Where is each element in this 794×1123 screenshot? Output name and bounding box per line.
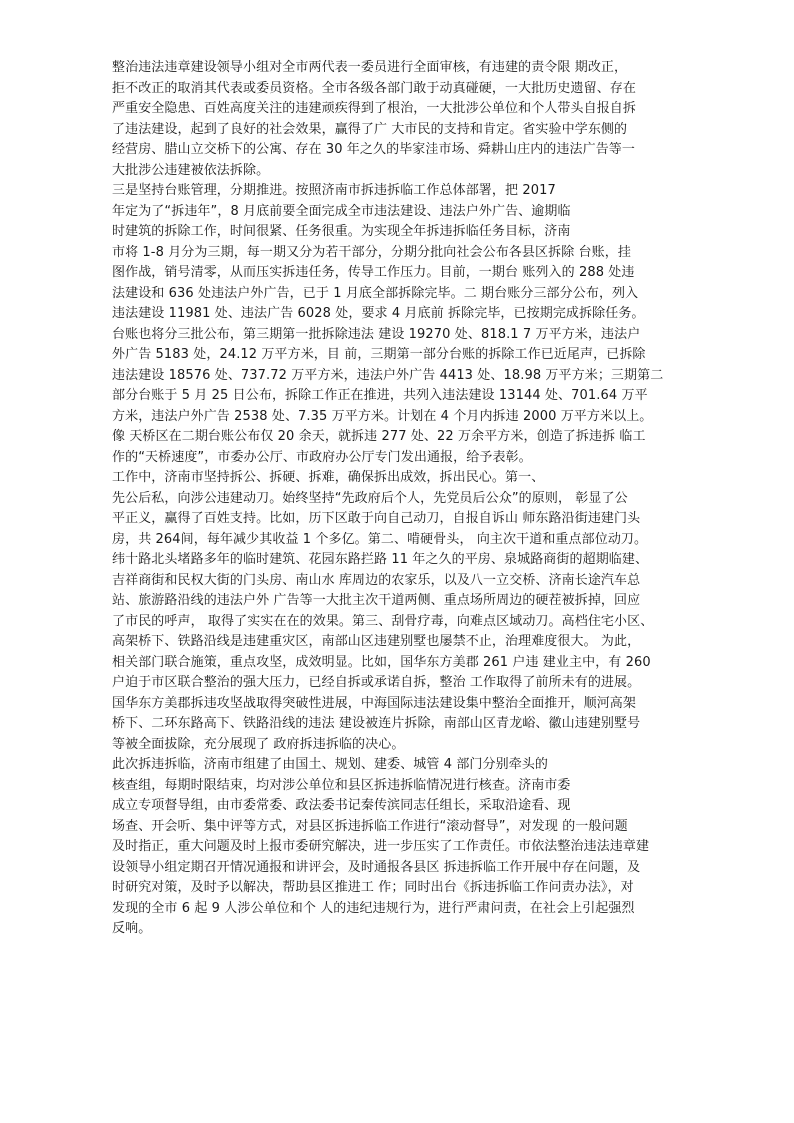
text-line: 拒不改正的取消其代表或委员资格。全市各级各部门敢于动真碰硬，一大批历史遗留、存在 [112, 80, 637, 96]
text-line: 核查组，每期时限结束，均对涉公单位和县区拆违拆临情况进行核查。济南市委 [112, 777, 571, 793]
text-line: 大批涉公违建被依法拆除。 [112, 162, 270, 178]
text-line: 等被全面拔除，充分展现了 政府拆违拆临的决心。 [112, 736, 405, 752]
text-line: 了违法建设，起到了良好的社会效果，赢得了广 大市民的支持和肯定。省实验中学东侧的 [112, 121, 628, 137]
text-line: 国华东方美郡拆违攻坚战取得突破性进展，中海国际违法建设集中整治全面推开，顺河高架 [112, 695, 637, 711]
text-line: 此次拆违拆临，济南市组建了由国土、规划、建委、城管 4 部门分别牵头的 [112, 757, 549, 772]
text-line: 平正义，赢得了百姓支持。比如，历下区敢于向自己动刀，自报自诉山 师东路沿街违建门头 [112, 511, 641, 526]
text-line: 严重安全隐患、百姓高度关注的违建顽疾得到了根治，一大批涉公单位和个人带头自报自拆 [112, 101, 637, 116]
text-line: 房，共 264间，每年减少其收益 1 个多亿。第二、啃硬骨头， 向主次干道和重点部位动刀。 [112, 531, 648, 547]
text-line: 桥下、二环东路高下、铁路沿线的违法 建设被连片拆除，南部山区青龙峪、徽山违建别墅号 [112, 716, 641, 731]
text-line: 高架桥下、铁路沿线是违建重灾区，南部山区违建别墅也屡禁不止，治理难度很大。 为此， [112, 634, 641, 649]
text-line: 作的“天桥速度”，市委办公厅、市政府办公厅专门发出通报，给予表彰。 [112, 449, 532, 465]
text-line: 外广告 5183 处，24.12 万平方米，目 前，三期第一部分台账的拆除工作已近尾声，已拆除 [112, 347, 646, 362]
text-line: 部分台账于 5 月 25 日公布，拆除工作正在推进，共列入违法建设 13144 处、701.64 万平 [112, 388, 648, 403]
text-line: 像 天桥区在二期台账公布仅 20 余天，就拆违 277 处、22 万余平方米，创造了拆违拆 临工 [112, 429, 646, 444]
text-line: 图作战，销号清零，从而压实拆违任务，传导工作压力。目前，一期台 账列入的 288 处违 [112, 265, 635, 280]
text-line: 站、旅游路沿线的违法户外 广告等一大批主次干道两侧、重点场所周边的硬茬被拆掉，回应 [112, 593, 641, 608]
text-line: 工作中，济南市坚持拆公、拆硬、拆难，确保拆出成效，拆出民心。第一、 [112, 470, 545, 485]
text-line: 户迫于市区联合整治的强大压力，已经自拆或承诺自拆，整治 工作取得了前所未有的进展。 [112, 675, 641, 690]
text-line: 及时指正，重大问题及时上报市委研究解决，进一步压实了工作责任。市依法整治违法违章建 [112, 839, 650, 854]
text-line: 年定为了“拆违年”，8 月底前要全面完成全市违法建设、违法户外广告、逾期临 [112, 203, 571, 219]
text-line: 时建筑的拆除工作，时间很紧、任务很重。为实现全年拆违拆临任务目标，济南 [112, 224, 571, 239]
body-text [112, 58, 684, 940]
text-line: 设领导小组定期召开情况通报和讲评会，及时通报各县区 拆违拆临工作开展中存在问题，及 [112, 859, 641, 875]
text-line: 吉祥商街和民权大街的门头房、南山水 库周边的农家乐，以及八一立交桥、济南长途汽车总 [112, 572, 641, 588]
text-line: 纬十路北头堵路多年的临时建筑、花园东路拦路 11 年之久的平房、泉城路商街的超期临建、 [112, 552, 649, 567]
text-line: 法建设和 636 处违法户外广告，已于 1 月底全部拆除完毕。二 期台账分三部分公布，列入 [112, 285, 639, 301]
text-line: 了市民的呼声， 取得了实实在在的效果。第三、刮骨疗毒，向难点区域动刀。高档住宅小区、 [112, 613, 654, 629]
text-line: 发现的全市 6 起 9 人涉公单位和个 人的违纪违规行为，进行严肃问责，在社会上引起强烈 [112, 900, 635, 916]
text-line: 相关部门联合施策，重点攻坚，成效明显。比如，国华东方美郡 261 户违 建业主中，有 260 [112, 654, 651, 670]
text-line: 市将 1-8 月分为三期，每一期又分为若干部分，分期分批向社会公布各县区拆除 台账，挂 [112, 244, 631, 260]
text-line: 方米，违法户外广告 2538 处、7.35 万平方米。计划在 4 个月内拆违 2000 万平方米以上。 [112, 408, 653, 424]
text-line: 整治违法违章建设领导小组对全市两代表一委员进行全面审核，有违建的责令限 期改正， [112, 60, 628, 75]
text-line: 经营房、腊山立交桥下的公寓、存在 30 年之久的毕家洼市场、舜耕山庄内的违法广告等一 [112, 142, 636, 157]
text-line: 台账也将分三批公布，第三期第一批拆除违法 建设 19270 处、818.1 7 万平方米，违法户 [112, 326, 641, 342]
text-line: 成立专项督导组，由市委常委、政法委书记秦传滨同志任组长，采取沿途看、现 [112, 798, 571, 813]
text-line: 违法建设 11981 处、违法广告 6028 处，要求 4 月底前 拆除完毕，已按期完成拆除任务。 [112, 306, 645, 321]
text-line: 违法建设 18576 处、737.72 万平方米，违法户外广告 4413 处、18.98 万平方米；三期第二 [112, 367, 664, 383]
text-line: 时研究对策，及时予以解决，帮助县区推进工 作；同时出台《拆违拆临工作问责办法》，对 [112, 880, 634, 895]
text-line: 反响。 [112, 921, 152, 936]
text-line: 场查、开会听、集中评等方式，对县区拆违拆临工作进行“滚动督导”，对发现 的一般问题 [112, 818, 628, 834]
text-line: 先公后私，向涉公违建动刀。始终坚持“先政府后个人，先党员后公众”的原则， 彰显了公 [112, 490, 628, 506]
text-line: 三是坚持台账管理，分期推进。按照济南市拆违拆临工作总体部署，把 2017 [112, 183, 556, 198]
